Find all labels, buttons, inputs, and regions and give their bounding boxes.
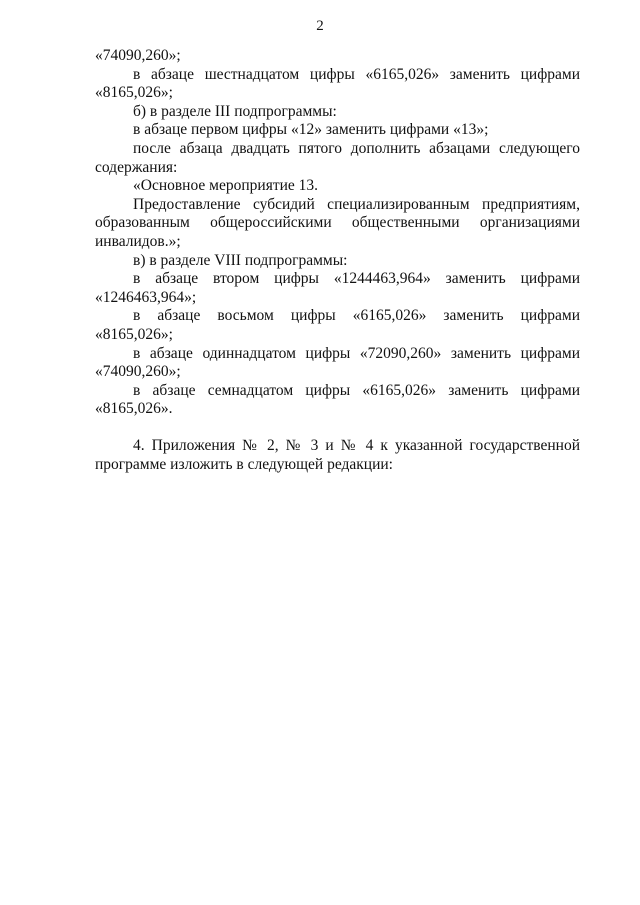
paragraph: «Основное мероприятие 13. — [133, 177, 319, 195]
paragraph: Предоставление субсидий специализированным предприятиям, образованным общероссийскими общественными организациями инвалидов.»; — [95, 195, 580, 250]
paragraph: в абзаце восьмом цифры «6165,026» заменить цифрами «8165,026»; — [95, 307, 580, 343]
paragraph: в абзаце первом цифры «12» заменить цифрами «13»; — [133, 121, 489, 139]
paragraph: после абзаца двадцать пятого дополнить абзацами следующего содержания: — [95, 139, 580, 176]
paragraph-continuation: «74090,260»; — [95, 47, 181, 64]
paragraph: в абзаце втором цифры «1244463,964» заменить цифрами «1246463,964»; — [95, 270, 580, 306]
document-body — [95, 47, 580, 475]
paragraph: в абзаце семнадцатом цифры «6165,026» заменить цифрами «8165,026». — [95, 381, 580, 418]
paragraph: в абзаце шестнадцатом цифры «6165,026» заменить цифрами «8165,026»; — [95, 65, 580, 102]
paragraph: в абзаце одиннадцатом цифры «72090,260» заменить цифрами «74090,260»; — [95, 344, 580, 381]
paragraph: б) в разделе III подпрограммы: — [133, 102, 337, 120]
paragraph: в) в разделе VIII подпрограммы: — [133, 251, 348, 269]
paragraph-item-4: 4. Приложения № 2, № 3 и № 4 к указанной государственной программе изложить в следующей редакции: — [95, 437, 580, 474]
page-number: 2 — [316, 18, 324, 34]
